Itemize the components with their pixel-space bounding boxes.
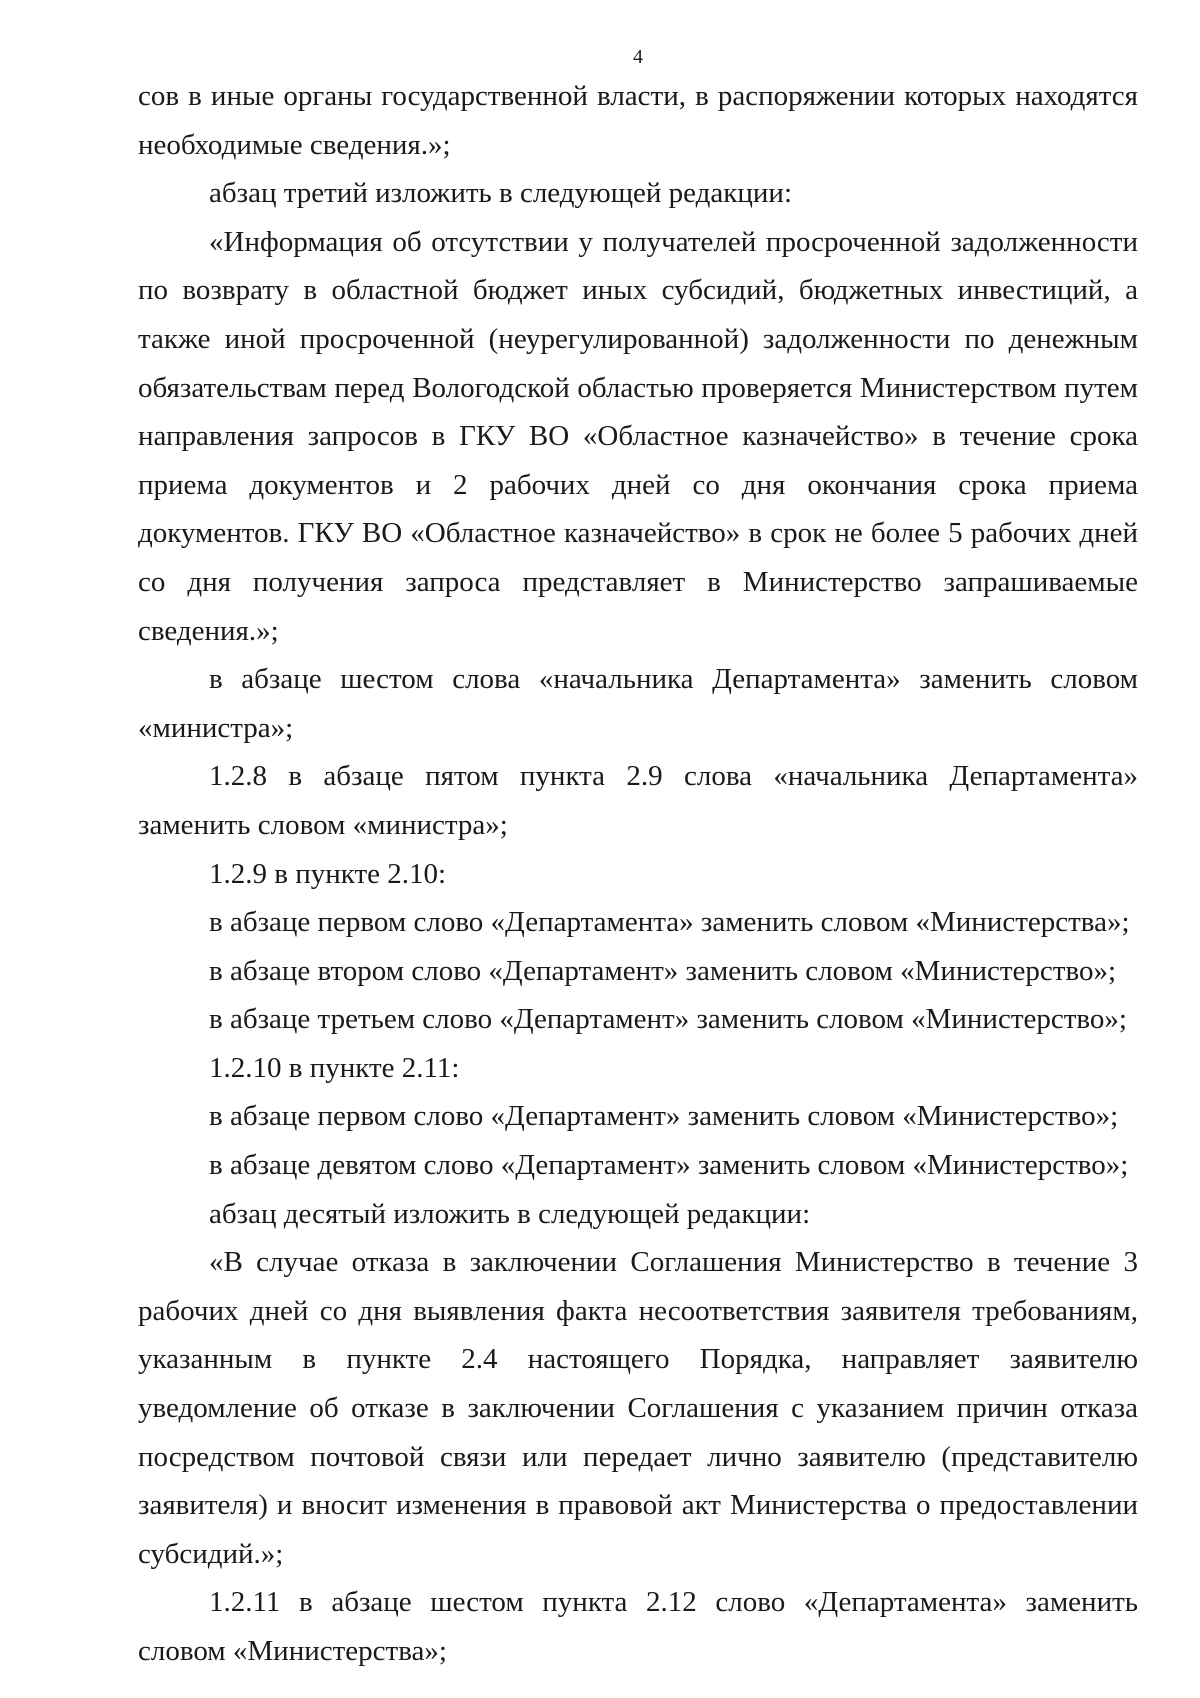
paragraph: в абзаце первом слово «Департамент» заменить словом «Министерство»; — [209, 1100, 1119, 1133]
paragraph: в абзаце шестом слова «начальника Департамента» заменить словом «министра»; — [138, 663, 1138, 744]
paragraph: «В случае отказа в заключении Соглашения Министерство в течение 3 рабочих дней со дня выявления факта несоответствия заявителя требованиям, указанным в пункте 2.4 настоящего Порядка, направляет заявителю уведомление об отказе в заключении Соглашения с указанием причин отказа посредством почтовой связи или передает лично заявителю (представителю заявителя) и вносит изменения в правовой акт Министерства о предоставлении субсидий.»; — [138, 1246, 1138, 1570]
paragraph: 1.2.10 в пункте 2.11: — [209, 1051, 460, 1084]
paragraph: в абзаце девятом слово «Департамент» заменить словом «Министерство»; — [209, 1149, 1129, 1182]
paragraph: 1.2.11 в абзаце шестом пункта 2.12 слово «Департамента» заменить словом «Министерства»; — [138, 1586, 1138, 1667]
paragraph: «Информация об отсутствии у получателей просроченной задолженности по возврату в областной бюджет иных субсидий, бюджетных инвестиций, а также иной просроченной (неурегулированной) задолженности по денежным обязательствам перед Вологодской областью проверяется Министерством путем направления запросов в ГКУ ВО «Областное казначейство» в течение срока приема документов и 2 рабочих дней со дня окончания срока приема документов. ГКУ ВО «Областное казначейство» в срок не более 5 рабочих дней со дня получения запроса представляет в Министерство запрашиваемые сведения.»; — [138, 225, 1138, 647]
page-number: 4 — [633, 46, 643, 68]
paragraph: абзац десятый изложить в следующей редакции: — [209, 1197, 811, 1230]
paragraph: абзац третий изложить в следующей редакции: — [209, 177, 793, 210]
paragraph: в абзаце третьем слово «Департамент» заменить словом «Министерство»; — [209, 1003, 1127, 1036]
paragraph: 1.2.8 в абзаце пятом пункта 2.9 слова «начальника Департамента» заменить словом «министра»; — [138, 760, 1138, 841]
document-body — [138, 72, 1138, 1676]
paragraph-continuation: сов в иные органы государственной власти, в распоряжении которых находятся необходимые сведения.»; — [138, 80, 1138, 161]
paragraph: в абзаце первом слово «Департамента» заменить словом «Министерства»; — [209, 906, 1130, 939]
paragraph: 1.2.9 в пункте 2.10: — [209, 857, 447, 890]
paragraph: в абзаце втором слово «Департамент» заменить словом «Министерство»; — [209, 954, 1117, 987]
